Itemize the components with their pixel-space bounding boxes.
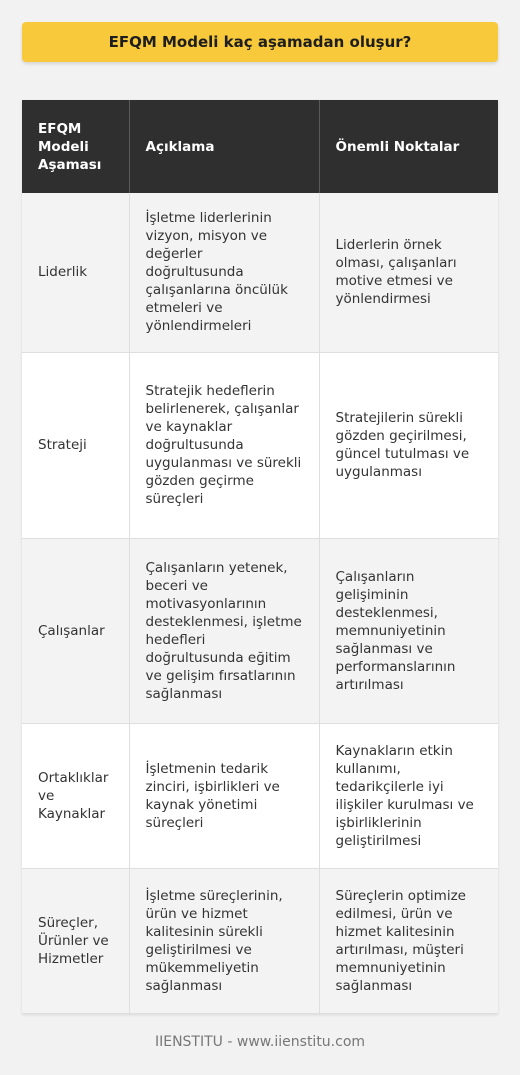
efqm-stages-table bbox=[22, 100, 498, 1014]
header-key-points: Önemli Noktalar bbox=[319, 100, 498, 193]
table-header-row bbox=[22, 100, 498, 193]
header-description: Açıklama bbox=[129, 100, 319, 193]
table-row bbox=[22, 352, 498, 538]
cell-description: İşletme süreçlerinin, ürün ve hizmet kalitesinin sürekli geliştirilmesi ve mükemmeliyetin sağlanması bbox=[129, 868, 319, 1013]
cell-key-points: Süreçlerin optimize edilmesi, ürün ve hizmet kalitesinin artırılması, müşteri memnuniyetinin sağlanması bbox=[319, 868, 498, 1013]
header-stage: EFQM Modeli Aşaması bbox=[22, 100, 129, 193]
cell-description: Stratejik hedeflerin belirlenerek, çalışanlar ve kaynaklar doğrultusunda uygulanması ve sürekli gözden geçirme süreçleri bbox=[129, 352, 319, 538]
table-row bbox=[22, 868, 498, 1013]
cell-key-points: Liderlerin örnek olması, çalışanları motive etmesi ve yönlendirmesi bbox=[319, 193, 498, 352]
cell-stage: Ortaklıklar ve Kaynaklar bbox=[22, 723, 129, 868]
cell-key-points: Çalışanların gelişiminin desteklenmesi, memnuniyetinin sağlanması ve performanslarının artırılması bbox=[319, 538, 498, 723]
table-row bbox=[22, 538, 498, 723]
cell-stage: Strateji bbox=[22, 352, 129, 538]
cell-key-points: Kaynakların etkin kullanımı, tedarikçilerle iyi ilişkiler kurulması ve işbirliklerinin geliştirilmesi bbox=[319, 723, 498, 868]
cell-stage: Süreçler, Ürünler ve Hizmetler bbox=[22, 868, 129, 1013]
cell-description: İşletme liderlerinin vizyon, misyon ve değerler doğrultusunda çalışanlarına öncülük etmeleri ve yönlendirmeleri bbox=[129, 193, 319, 352]
table-row bbox=[22, 723, 498, 868]
cell-description: Çalışanların yetenek, beceri ve motivasyonlarının desteklenmesi, işletme hedefleri doğrultusunda eğitim ve gelişim fırsatlarının sağlanması bbox=[129, 538, 319, 723]
cell-stage: Liderlik bbox=[22, 193, 129, 352]
efqm-table-container bbox=[22, 100, 498, 1014]
table-row bbox=[22, 193, 498, 352]
cell-key-points: Stratejilerin sürekli gözden geçirilmesi, güncel tutulması ve uygulanması bbox=[319, 352, 498, 538]
cell-description: İşletmenin tedarik zinciri, işbirlikleri ve kaynak yönetimi süreçleri bbox=[129, 723, 319, 868]
footer-credit: IIENSTITU - www.iienstitu.com bbox=[154, 1034, 366, 1050]
page-title: EFQM Modeli kaç aşamadan oluşur? bbox=[22, 22, 498, 62]
cell-stage: Çalışanlar bbox=[22, 538, 129, 723]
